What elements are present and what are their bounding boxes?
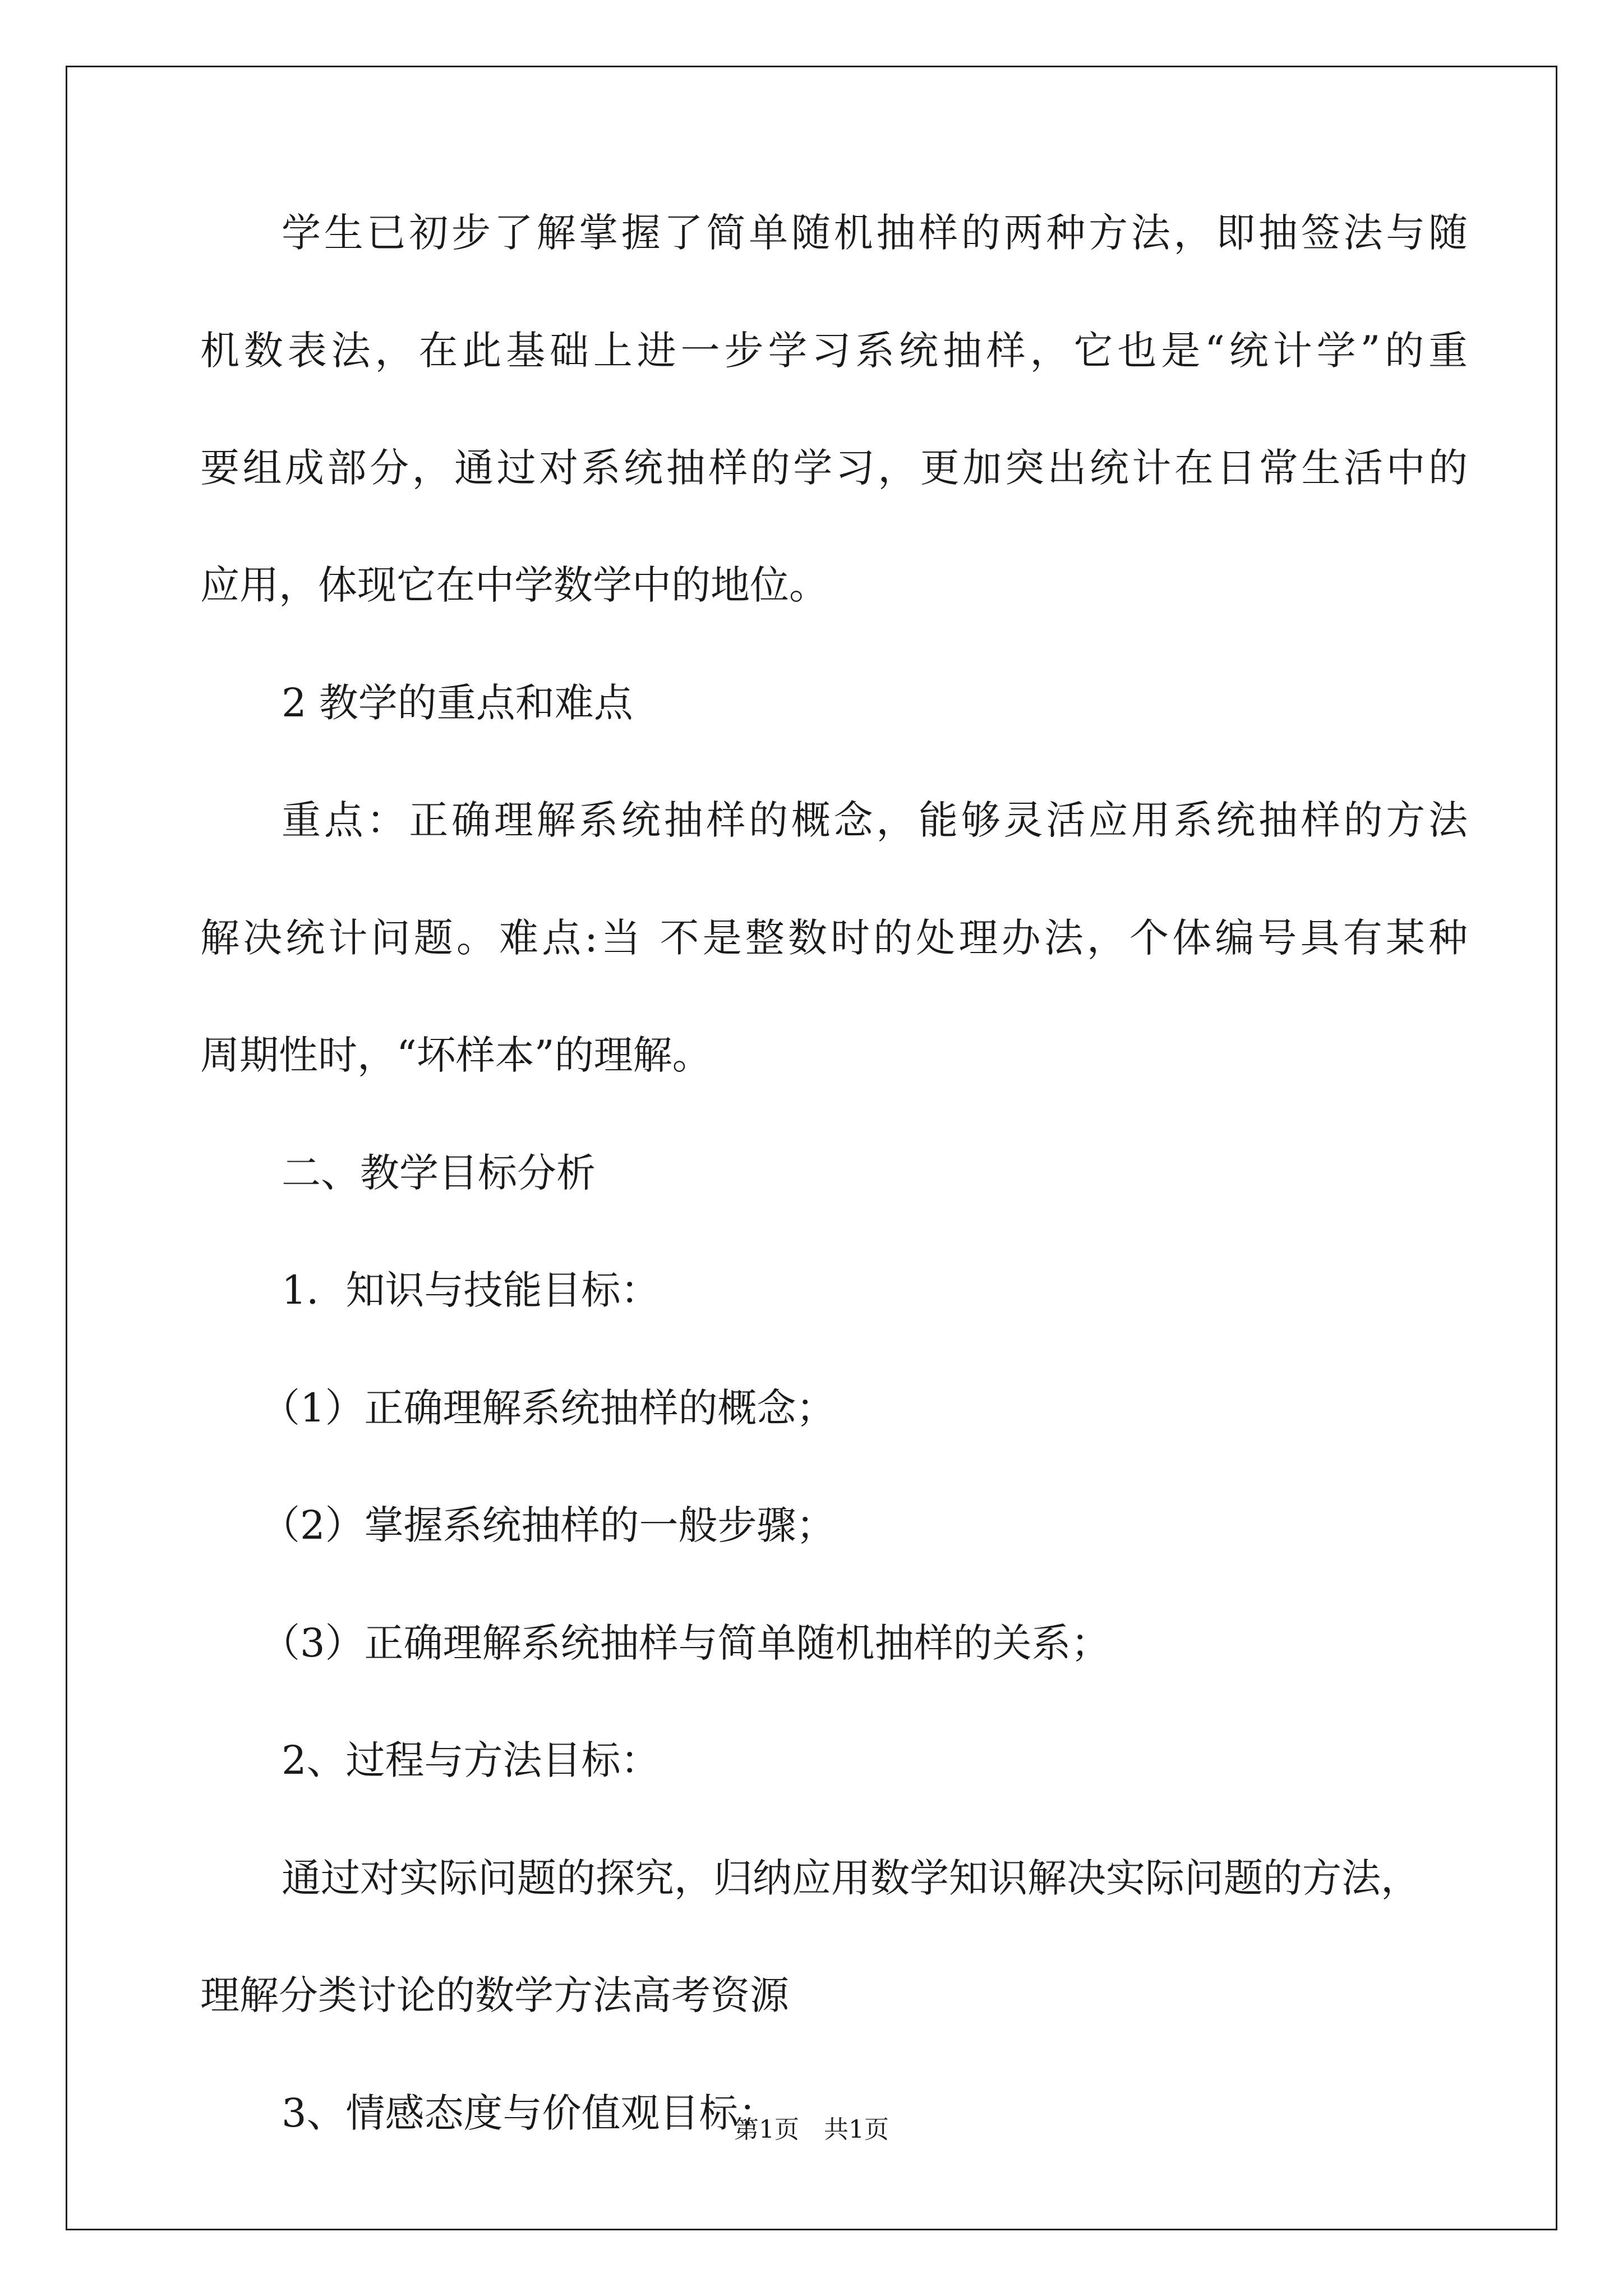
knowledge-item-2: （2）掌握系统抽样的一般步骤； (261, 1502, 836, 1548)
knowledge-item-3: （3）正确理解系统抽样与简单随机抽样的关系； (261, 1620, 1110, 1666)
emotion-values-title: 3、情感态度与价值观目标： (282, 2090, 778, 2136)
paragraph2-line2: 解决统计问题。难点:当 不是整数时的处理办法，个体编号具有某种 (200, 915, 1468, 961)
process-method-title: 2、过程与方法目标： (282, 1737, 660, 1783)
paragraph1-line2: 机数表法，在此基础上进一步学习系统抽样，它也是“统计学”的重 (200, 328, 1468, 374)
knowledge-item-1: （1）正确理解系统抽样的概念； (261, 1385, 836, 1431)
paragraph1-line3: 要组成部分，通过对系统抽样的学习，更加突出统计在日常生活中的 (200, 445, 1468, 491)
knowledge-skills-title: 1．知识与技能目标： (282, 1267, 660, 1313)
process-method-line2: 理解分类讨论的数学方法高考资源 (200, 1972, 789, 2018)
page-footer: 第1页 共1页 (734, 2115, 889, 2144)
page-border (66, 66, 1557, 2230)
paragraph1-line1: 学生已初步了解掌握了简单随机抽样的两种方法，即抽签法与随 (282, 210, 1468, 256)
process-method-line1: 通过对实际问题的探究，归纳应用数学知识解决实际问题的方法， (282, 1855, 1420, 1901)
paragraph2-line1: 重点：正确理解系统抽样的概念，能够灵活应用系统抽样的方法 (282, 797, 1468, 843)
heading-key-points: 2 教学的重点和难点 (282, 680, 633, 726)
paragraph1-line4: 应用，体现它在中学数学中的地位。 (200, 562, 828, 608)
heading-objectives: 二、教学目标分析 (282, 1150, 596, 1196)
paragraph2-line3: 周期性时，“坏样本”的理解。 (200, 1032, 712, 1078)
